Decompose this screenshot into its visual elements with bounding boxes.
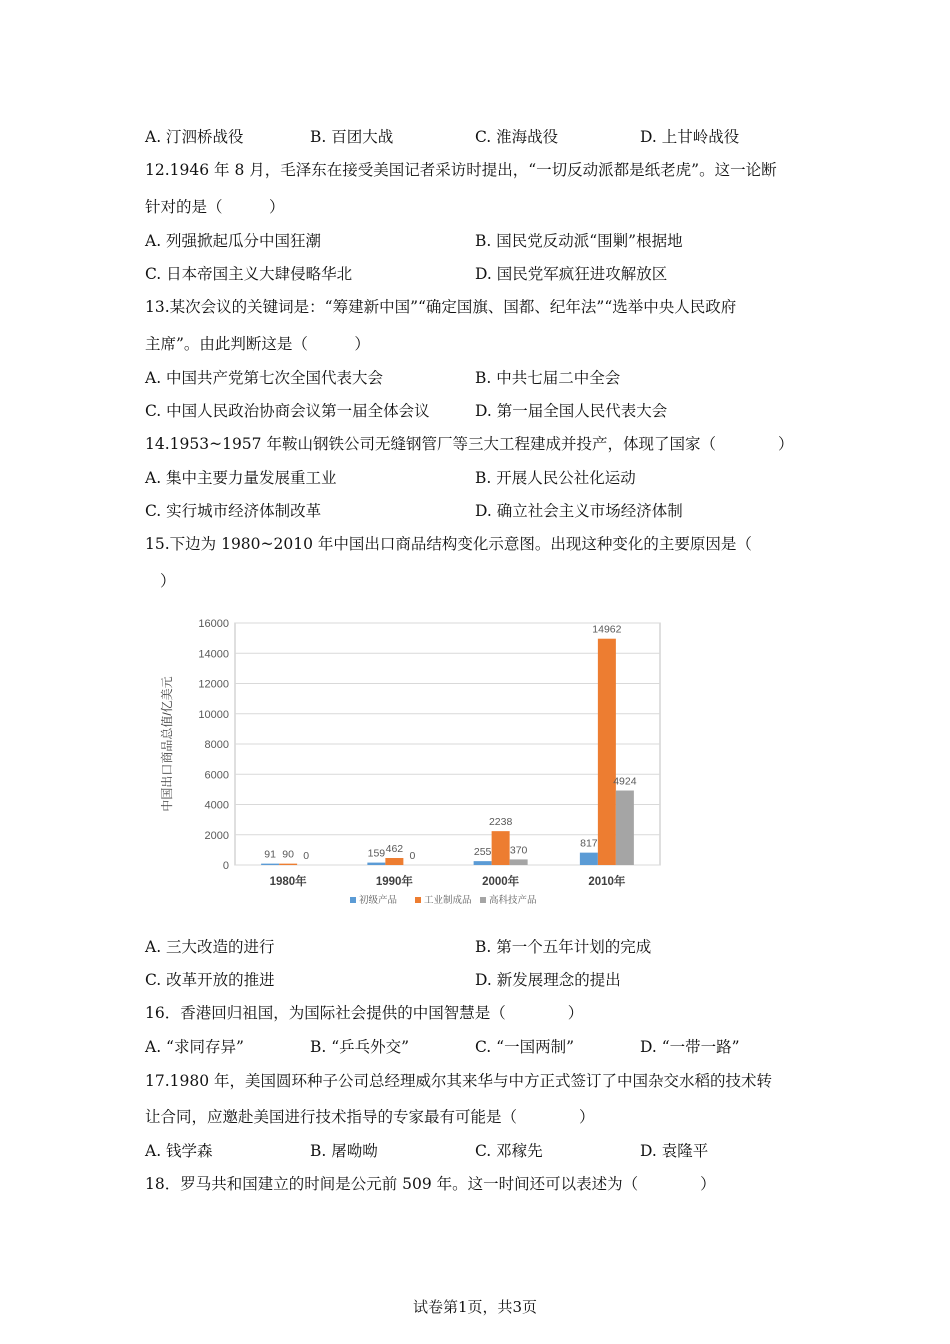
question-17-stem-cont: 让合同，应邀赴美国进行技术指导的专家最有可能是（ ） <box>145 1108 595 1126</box>
export-structure-chart <box>155 605 675 910</box>
x-tick-label: 1990年 <box>375 876 413 888</box>
data-label: 370 <box>509 844 528 857</box>
option-a: A. 三大改造的进行 <box>145 938 275 956</box>
bar <box>598 639 616 865</box>
data-label: 90 <box>282 848 294 861</box>
option-b: B. “乒乓外交” <box>310 1038 410 1056</box>
option-d: D. 第一届全国人民代表大会 <box>475 402 668 420</box>
y-tick-label: 10000 <box>198 708 229 721</box>
question-14-stem: 14.1953~1957 年鞍山钢铁公司无缝钢管厂等三大工程建成并投产，体现了国家（ ） <box>145 435 794 453</box>
question-15-stem: 15.下边为 1980~2010 年中国出口商品结构变化示意图。出现这种变化的主要原因是（ <box>145 535 752 553</box>
data-label: 817 <box>580 837 598 850</box>
y-tick-label: 6000 <box>204 769 229 782</box>
option-d: D. 新发展理念的提出 <box>475 971 621 989</box>
option-c: C. 邓稼先 <box>475 1142 543 1160</box>
option-b: B. 中共七届二中全会 <box>475 369 621 387</box>
bar-chart-svg <box>155 605 675 910</box>
legend-swatch <box>415 897 421 903</box>
option-b: B. 屠呦呦 <box>310 1142 378 1160</box>
question-13-stem-cont: 主席”。由此判断这是（ ） <box>145 335 370 353</box>
data-label: 159 <box>367 847 386 860</box>
option-d: D. 上甘岭战役 <box>640 128 740 146</box>
option-c: C. 实行城市经济体制改革 <box>145 502 322 520</box>
option-c: C. “一国两制” <box>475 1038 575 1056</box>
question-12-stem-cont: 针对的是（ ） <box>145 198 285 216</box>
legend-label: 初级产品 <box>359 895 398 906</box>
option-b: B. 第一个五年计划的完成 <box>475 938 652 956</box>
legend-swatch <box>350 897 356 903</box>
question-13-stem: 13.某次会议的关键词是：“筹建新中国”“确定国旗、国都、纪年法”“选举中央人民政府 <box>145 298 737 316</box>
y-axis-label: 中国出口商品总值/亿美元 <box>160 676 174 812</box>
y-tick-label: 2000 <box>204 829 229 842</box>
question-16-stem: 16．香港回归祖国，为国际社会提供的中国智慧是（ ） <box>145 1004 584 1022</box>
option-b: B. 开展人民公社化运动 <box>475 469 636 487</box>
option-d: D. 袁隆平 <box>640 1142 709 1160</box>
option-c: C. 淮海战役 <box>475 128 559 146</box>
option-d: D. 国民党军疯狂进攻解放区 <box>475 265 668 283</box>
bar <box>580 853 598 865</box>
option-c: C. 日本帝国主义大肆侵略华北 <box>145 265 353 283</box>
option-c: C. 改革开放的推进 <box>145 971 275 989</box>
bar <box>510 859 528 865</box>
legend-swatch <box>480 897 486 903</box>
option-c: C. 中国人民政治协商会议第一届全体会议 <box>145 402 430 420</box>
data-label: 0 <box>303 850 310 862</box>
y-tick-label: 16000 <box>198 618 229 630</box>
data-label: 14962 <box>592 623 622 636</box>
bar <box>279 864 297 865</box>
option-a: A. “求同存异” <box>145 1038 244 1056</box>
question-15-stem-cont: ） <box>160 572 176 590</box>
data-label: 255 <box>473 846 492 859</box>
page-footer: 试卷第1页，共3页 <box>412 1298 538 1316</box>
data-label: 4924 <box>613 775 637 788</box>
option-d: D. “一带一路” <box>640 1038 740 1056</box>
bar <box>616 791 634 865</box>
option-a: A. 集中主要力量发展重工业 <box>145 469 337 487</box>
option-a: A. 汀泗桥战役 <box>145 128 244 146</box>
legend-label: 工业制成品 <box>424 895 472 906</box>
option-b: B. 国民党反动派“围剿”根据地 <box>475 232 683 250</box>
question-18-stem: 18．罗马共和国建立的时间是公元前 509 年。这一时间还可以表述为（ ） <box>145 1175 716 1193</box>
option-d: D. 确立社会主义市场经济体制 <box>475 502 683 520</box>
bar <box>474 861 492 865</box>
x-tick-label: 2000年 <box>482 876 520 888</box>
legend-label: 高科技产品 <box>489 895 537 906</box>
y-tick-label: 4000 <box>204 799 229 812</box>
data-label: 462 <box>385 843 404 856</box>
y-tick-label: 12000 <box>198 678 229 691</box>
option-a: A. 中国共产党第七次全国代表大会 <box>145 369 384 387</box>
data-label: 0 <box>409 850 416 862</box>
bar <box>385 858 403 865</box>
question-17-stem: 17.1980 年，美国圆环种子公司总经理威尔其来华与中方正式签订了中国杂交水稻的技术转 <box>145 1072 773 1090</box>
option-b: B. 百团大战 <box>310 128 394 146</box>
data-label: 2238 <box>488 816 513 829</box>
bar <box>261 864 279 865</box>
bar <box>367 863 385 865</box>
y-tick-label: 14000 <box>198 648 229 661</box>
x-tick-label: 2010年 <box>588 876 626 888</box>
option-a: A. 钱学森 <box>145 1142 213 1160</box>
x-tick-label: 1980年 <box>269 876 307 888</box>
data-label: 91 <box>264 848 276 861</box>
y-tick-label: 0 <box>222 860 229 872</box>
bar <box>492 831 510 865</box>
option-a: A. 列强掀起瓜分中国狂潮 <box>145 232 322 250</box>
y-tick-label: 8000 <box>204 739 229 751</box>
question-12-stem: 12.1946 年 8 月，毛泽东在接受美国记者采访时提出，“一切反动派都是纸老虎”。这一论断 <box>145 161 777 179</box>
